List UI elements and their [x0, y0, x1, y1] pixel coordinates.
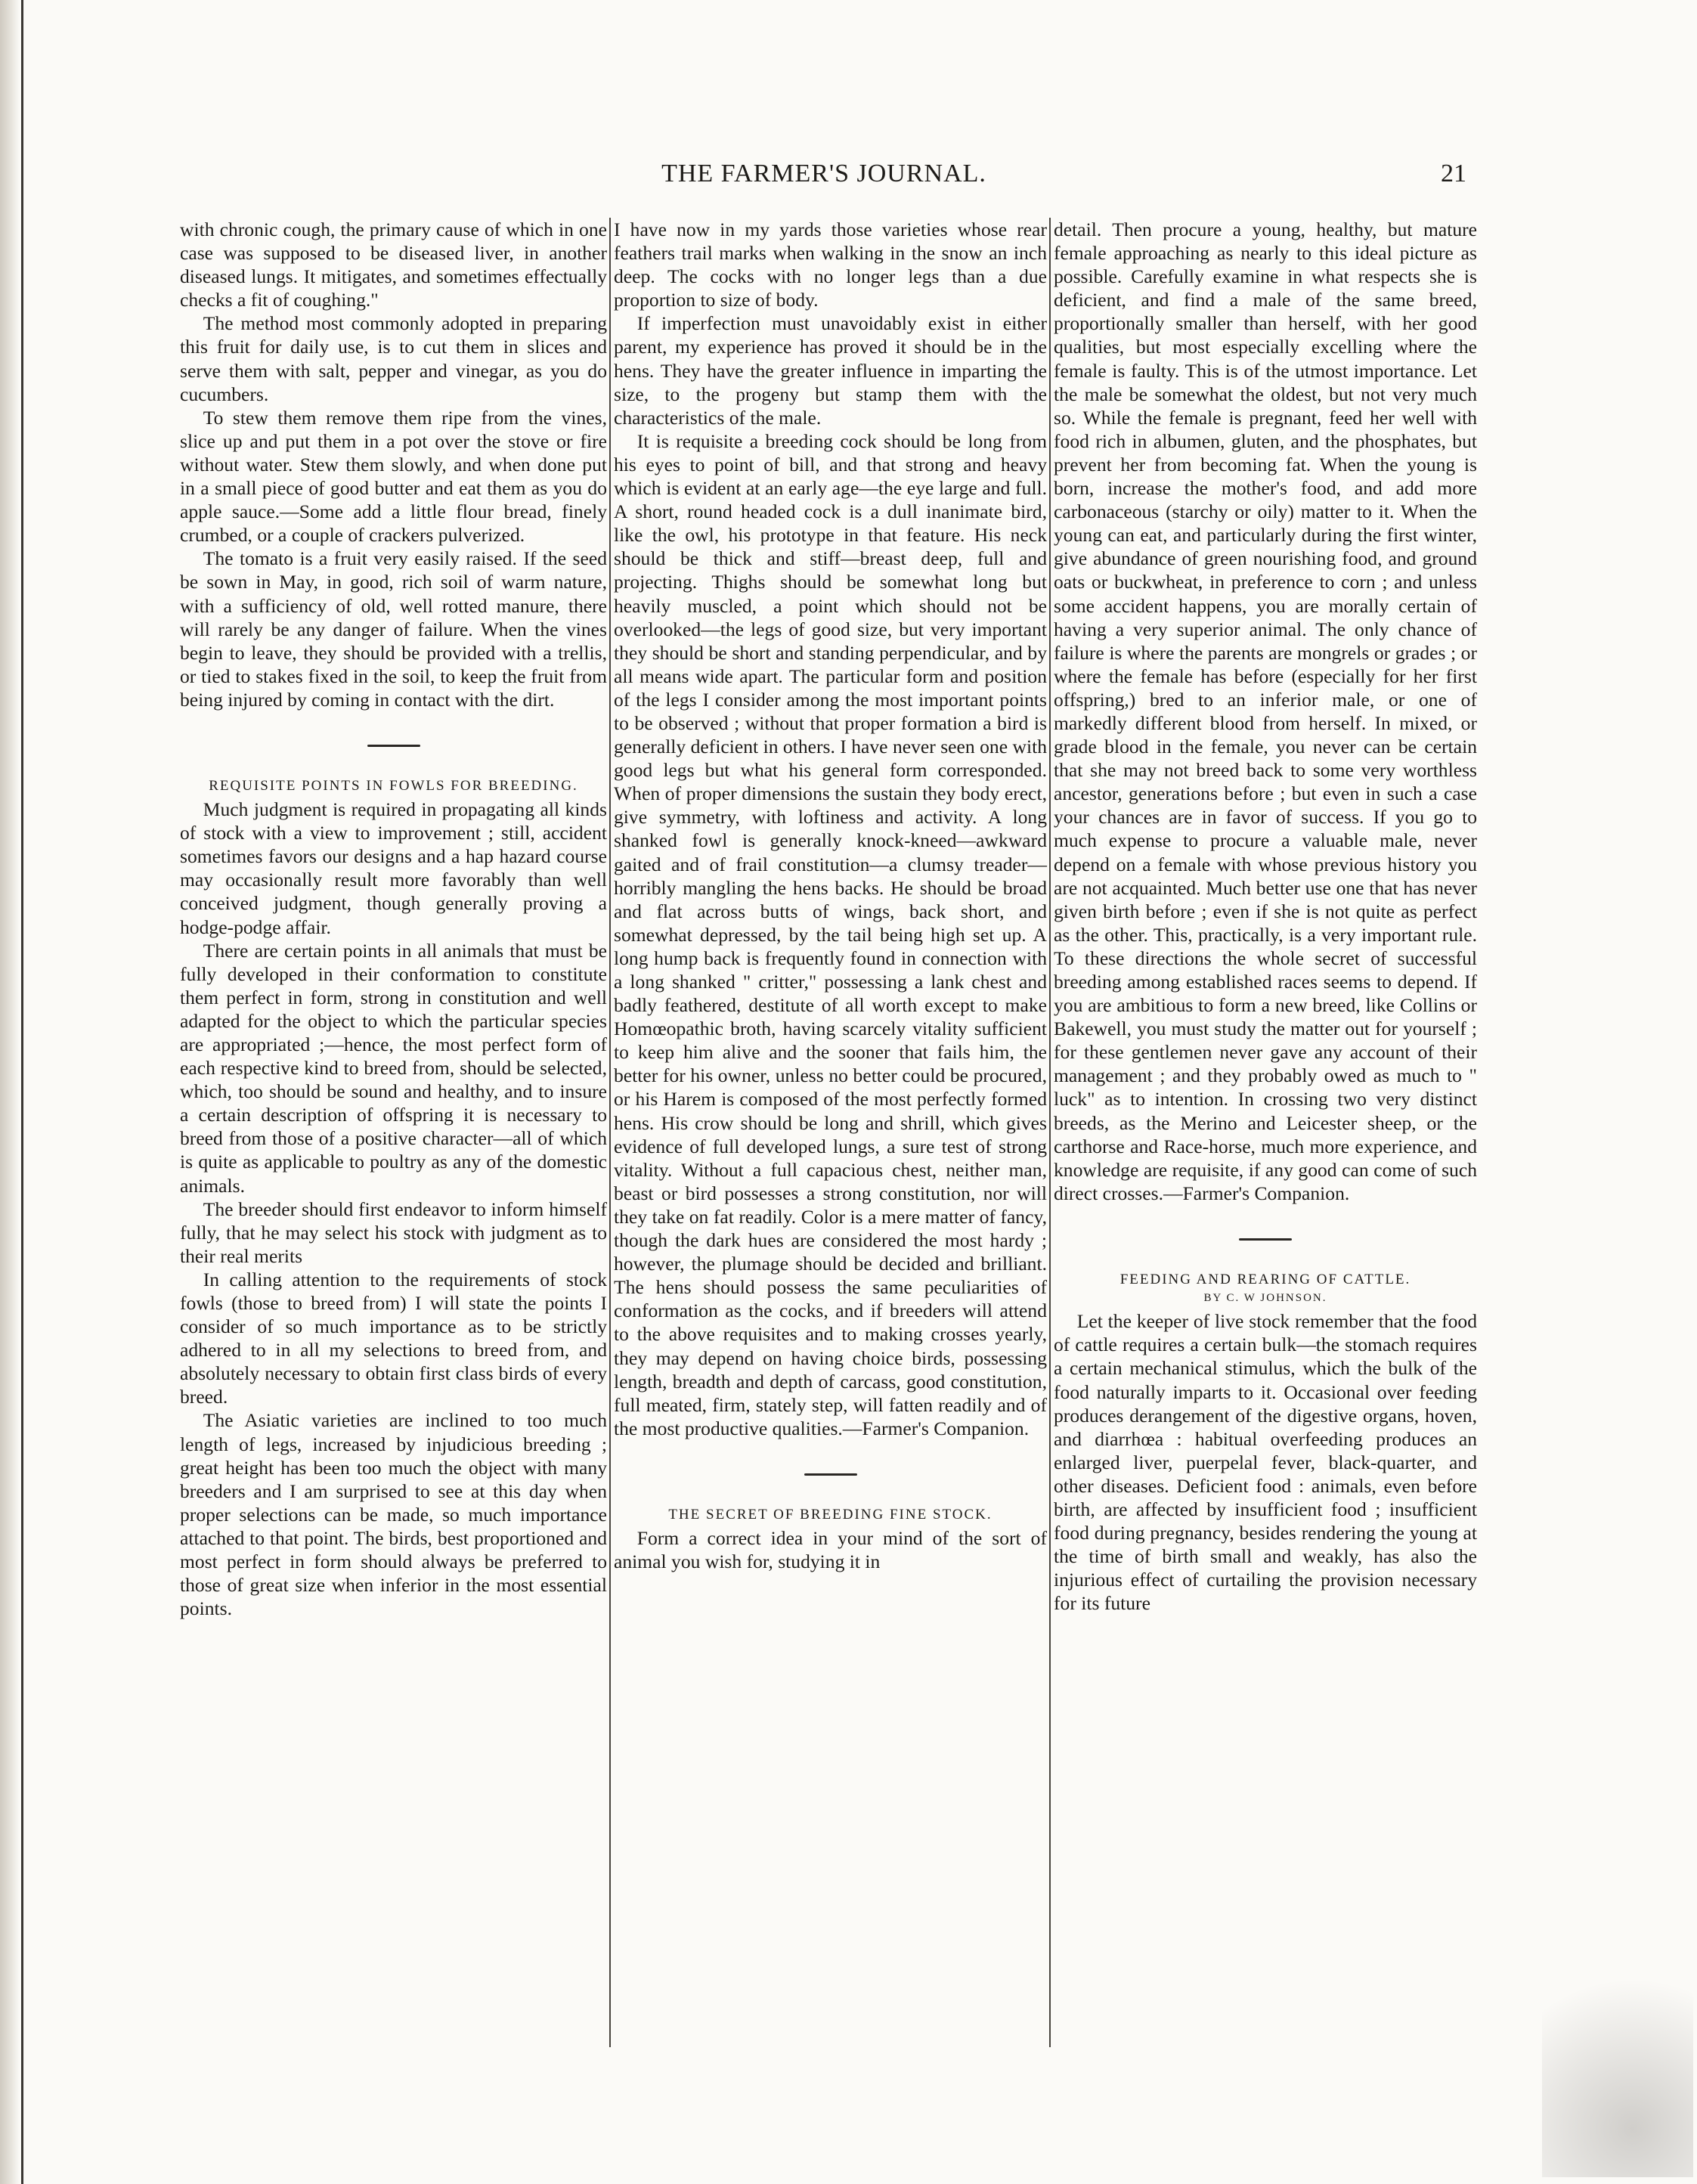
column-2 — [614, 218, 1047, 2047]
paragraph: It is requisite a breeding cock should be long from his eyes to point of bill, and that strong and heavy which is evident at an early age—the eye large and full. A short, round headed cock is a dull inanimate bird, like the owl, his prototype in that feature. His neck should be thick and stiff—breast deep, full and projecting. Thighs should be somewhat long but heavily muscled, a point which should not be overlooked—the legs of good size, but very important they should be short and standing perpendicular, and by all means wide apart. The particular form and position of the legs I consider among the most important points to be observed ; without that proper formation a bird is generally deficient in others. I have never seen one with good legs but what his general form corresponded. When of proper dimensions the sustain they body erect, give symmetry, with loftiness and activity. A long shanked fowl is generally knock-kneed—awkward gaited and of frail constitution—a clumsy treader—horribly mangling the hens backs. He should be broad and flat across butts of wings, back short, and somewhat depressed, by the tail being high set up. A long hump back is frequently found in connection with a long shanked " critter," possessing a lank chest and badly feathered, destitute of all worth except to make Homœopathic broth, having scarcely vitality sufficient to keep him alive and the sooner that fails him, the better for his owner, unless no better could be procured, or his Harem is composed of the most perfectly formed hens. His crow should be long and shrill, which gives evidence of full developed lungs, a sure test of strong vitality. Without a full capacious chest, neither man, beast or bird possesses a strong constitution, nor will they take on fat readily. Color is a mere matter of fancy, though the dark hues are considered the most hardy ; however, the plumage should be decided and brilliant. The hens should possess the same peculiarities of conformation as the cocks, and if breeders will attend to the above requisites and to making crosses yearly, they may depend on having choice birds, possessing length, breadth and depth of carcass, good constitution, full meated, firm, stately step, will fatten readily and of the most productive qualities.—Farmer's Companion. — [614, 429, 1047, 1439]
paragraph: The Asiatic varieties are inclined to too much length of legs, increased by injudicious breeding ; great height has been too much the object with many breeders and I am surprised to see at this day when proper selections can be made, so much importance attached to that point. The birds, best proportioned and most perfect in form should always be preferred to those of great size when inferior in the most essential points. — [180, 1409, 607, 1620]
journal-title: THE FARMER'S JOURNAL. — [661, 160, 986, 187]
column-1 — [180, 218, 607, 2047]
paragraph: The tomato is a fruit very easily raised. If the seed be sown in May, in good, rich soil of warm nature, with a sufficiency of old, well rotted manure, there will rarely be any danger of failure. When the vines begin to leave, they should be provided with a trellis, or tied to stakes fixed in the soil, to keep the fruit from being injured by coming in contact with the dirt. — [180, 547, 607, 711]
page-binding-edge — [0, 0, 20, 2184]
column-rule — [1049, 218, 1051, 2047]
paragraph: The method most commonly adopted in preparing this fruit for daily use, is to cut them in slices and serve them with salt, pepper and vinegar, as you do cucumbers. — [180, 312, 607, 405]
column-3 — [1054, 218, 1477, 2047]
paper-stain — [1542, 1935, 1693, 2177]
paragraph: If imperfection must unavoidably exist in either parent, my experience has proved it should be in the hens. They have the greater influence in imparting the size, to the progeny but stamp them with the characteristics of the male. — [614, 312, 1047, 429]
page-header — [181, 155, 1466, 200]
paragraph: Form a correct idea in your mind of the sort of animal you wish for, studying it in — [614, 1526, 1047, 1573]
paragraph: There are certain points in all animals that must be fully developed in their conformation to constitute them perfect in form, strong in constitution and well adapted for the object to which the particular species are appropriated ;—hence, the most perfect form of each respective kind to breed from, should be selected, which, too should be sound and healthy, and to insure a certain description of offspring it is necessary to breed from those of a positive character—all of which is quite as applicable to poultry as any of the domestic animals. — [180, 939, 607, 1197]
byline: BY C. W JOHNSON. — [1203, 1292, 1327, 1305]
paragraph: with chronic cough, the primary cause of which in one case was supposed to be diseased liver, in another diseased lungs. It mitigates, and sometimes effectually checks a fit of coughing." — [180, 218, 607, 311]
section-divider — [1239, 1238, 1292, 1241]
paragraph: I have now in my yards those varieties whose rear feathers trail marks when walking in the snow an inch deep. The cocks with no longer legs than a due proportion to size of body. — [614, 218, 1047, 311]
article-heading: THE SECRET OF BREEDING FINE STOCK. — [668, 1506, 992, 1523]
paragraph: In calling attention to the requirements of stock fowls (those to breed from) I will state the points I consider of so much importance as to be strictly adhered to in all my selections to breed from, and absolutely necessary to obtain first class birds of every breed. — [180, 1268, 607, 1408]
paragraph: detail. Then procure a young, healthy, but mature female approaching as nearly to this ideal picture as possible. Carefully examine in what respects she is deficient, and find a male of the same breed, proportionally smaller than herself, with her good qualities, but most especially excelling where the female is faulty. This is of the utmost importance. Let the male be somewhat the oldest, but not very much so. While the female is pregnant, feed her well with food rich in albumen, gluten, and the phosphates, but prevent her from becoming fat. When the young is born, increase the mother's food, and add more carbonaceous (starchy or oily) matter to it. When the young can eat, and particularly during the first winter, give abundance of green nourishing food, and ground oats or buckwheat, in preference to corn ; and unless some accident happens, you are morally certain of having a very superior animal. The only chance of failure is where the parents are mongrels or grades ; or where the female has before (especially for her first offspring,) bred to an inferior male, or one of markedly different blood from herself. In mixed, or grade blood in the female, you never can be certain that she may not breed back to some very worthless ancestor, generations before ; but even in such a case your chances are in favor of success. If you go to much expense to procure a valuable male, never depend on a female with whose previous history you are not acquainted. Much better use one that has never given birth before ; even if she is not quite as perfect as the other. This, practically, is a very important rule. To these directions the whole secret of successful breeding among established races seems to depend. If you are ambitious to form a new breed, like Collins or Bakewell, you must study the matter out for yourself ; for these gentlemen never gave any account of their management ; and they probably owed as much to " luck" as to intention. In crossing two very distinct breeds, as the Merino and Leicester sheep, or the carthorse and Race-horse, much more experience, and knowledge are requisite, if any good can come of such direct crosses.—Farmer's Companion. — [1054, 218, 1477, 1204]
paragraph: The breeder should first endeavor to inform himself fully, that he may select his stock with judgment as to their real merits — [180, 1197, 607, 1267]
paragraph: Much judgment is required in propagating all kinds of stock with a view to improvement ; still, accident sometimes favors our designs and a hap hazard course may occasionally result more favorably than well conceived judgment, though generally proving a hodge-podge affair. — [180, 798, 607, 938]
paragraph: Let the keeper of live stock remember that the food of cattle requires a certain bulk—the stomach requires a certain mechanical stimulus, which the bulk of the food naturally imparts to it. Occasional over feeding produces derangement of the digestive organs, hoven, and diarrhœa : habitual overfeeding produces an enlarged liver, puerpelal fever, black-quarter, and other diseases. Deficient food : animals, even before birth, are affected by insufficient food ; insufficient food during pregnancy, besides rendering the young at the time of birth small and weakly, has also the injurious effect of curtailing the provision necessary for its future — [1054, 1310, 1477, 1615]
binding-line — [21, 0, 23, 2184]
article-heading: FEEDING AND REARING OF CATTLE. — [1119, 1271, 1411, 1287]
page-number: 21 — [1441, 160, 1466, 187]
paragraph: To stew them remove them ripe from the vines, slice up and put them in a pot over the stove or fire without water. Stew them slowly, and when done put in a small piece of good butter and eat them as you do apple sauce.—Some add a little flour bread, finely crumbed, or a couple of crackers pulverized. — [180, 406, 607, 547]
article-heading: REQUISITE POINTS IN FOWLS FOR BREEDING. — [209, 777, 578, 794]
column-rule — [609, 218, 611, 2047]
section-divider — [804, 1473, 857, 1476]
section-divider — [367, 745, 420, 747]
